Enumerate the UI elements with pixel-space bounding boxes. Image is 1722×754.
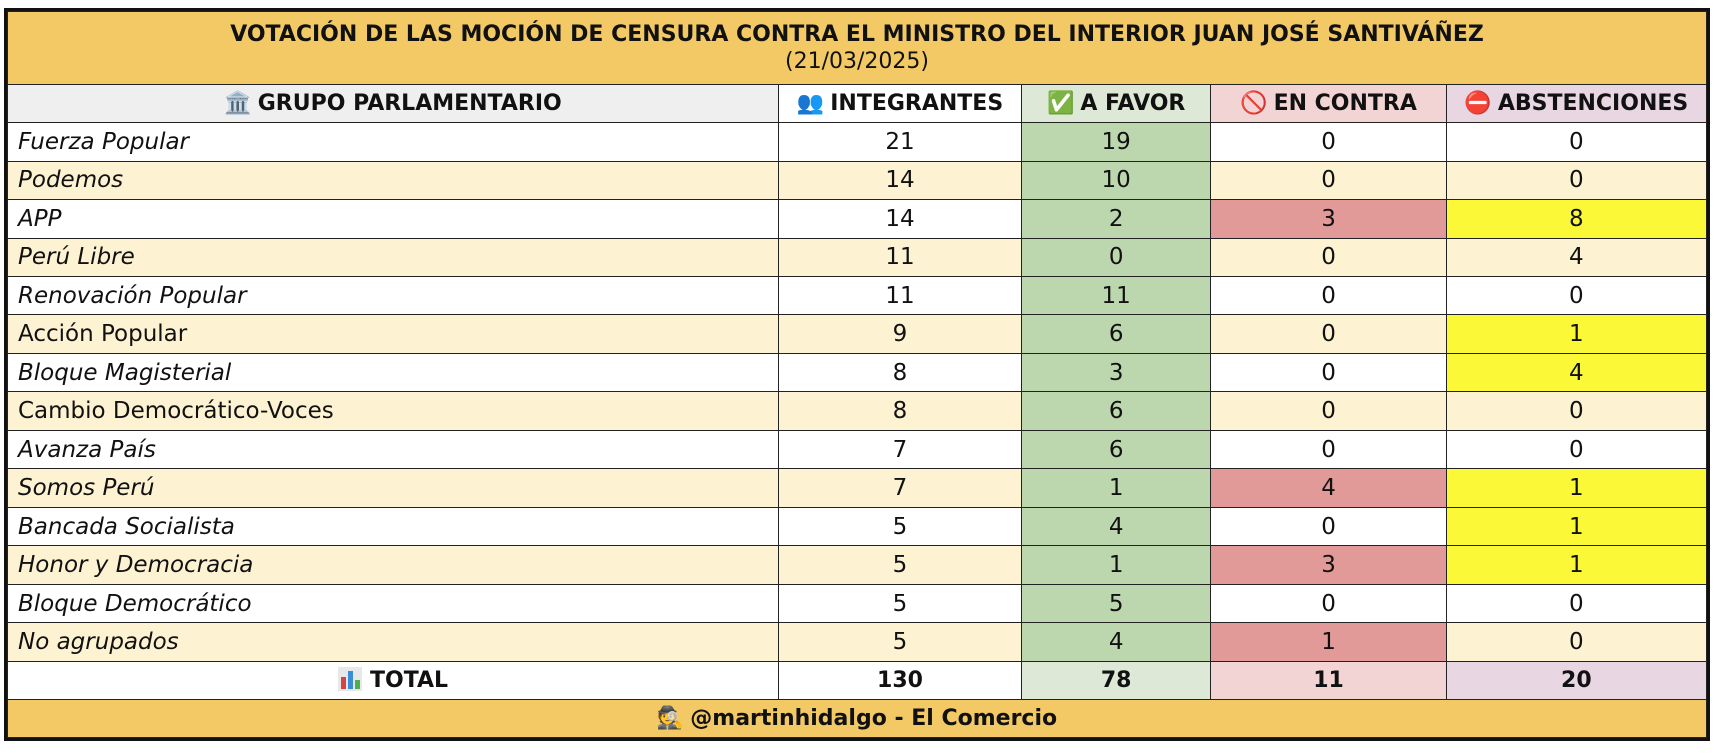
group-name: Renovación Popular	[8, 277, 779, 315]
favor-value: 1	[1021, 546, 1211, 584]
integrantes-value: 5	[779, 623, 1022, 662]
integrantes-value: 9	[779, 315, 1022, 353]
favor-value: 4	[1021, 507, 1211, 545]
abstenciones-value: 4	[1446, 353, 1706, 391]
group-name: Perú Libre	[8, 238, 779, 276]
vote-table	[7, 11, 1707, 738]
contra-value: 0	[1211, 430, 1446, 468]
abstenciones-value: 4	[1446, 238, 1706, 276]
favor-value: 6	[1021, 430, 1211, 468]
total-label-cell	[8, 661, 779, 699]
abstenciones-value: 1	[1446, 469, 1706, 507]
table-date: (21/03/2025)	[785, 49, 929, 75]
contra-value: 0	[1211, 277, 1446, 315]
group-name: Fuerza Popular	[8, 123, 779, 161]
vote-table-frame	[4, 8, 1710, 741]
favor-value: 3	[1021, 353, 1211, 391]
abstenciones-value: 0	[1446, 123, 1706, 161]
integrantes-value: 8	[779, 353, 1022, 391]
integrantes-value: 14	[779, 161, 1022, 199]
group-name: Cambio Democrático-Voces	[8, 392, 779, 430]
integrantes-value: 7	[779, 430, 1022, 468]
table-row	[8, 200, 1707, 238]
contra-value: 0	[1211, 315, 1446, 353]
total-contra: 11	[1211, 661, 1446, 699]
integrantes-value: 5	[779, 507, 1022, 545]
table-row	[8, 123, 1707, 161]
contra-value: 0	[1211, 353, 1446, 391]
check-icon: ✅	[1046, 91, 1075, 117]
abstenciones-value: 0	[1446, 430, 1706, 468]
table-row	[8, 315, 1707, 353]
integrantes-value: 11	[779, 238, 1022, 276]
integrantes-value: 8	[779, 392, 1022, 430]
abstenciones-value: 0	[1446, 392, 1706, 430]
favor-value: 2	[1021, 200, 1211, 238]
total-favor: 78	[1021, 661, 1211, 699]
integrantes-value: 11	[779, 277, 1022, 315]
group-name: APP	[8, 200, 779, 238]
table-row	[8, 238, 1707, 276]
integrantes-value: 5	[779, 546, 1022, 584]
total-abstenciones: 20	[1446, 661, 1706, 699]
table-row	[8, 584, 1707, 622]
table-row	[8, 430, 1707, 468]
abstenciones-value: 1	[1446, 546, 1706, 584]
integrantes-value: 5	[779, 584, 1022, 622]
building-icon: 🏛️	[224, 91, 252, 117]
people-icon: 👥	[796, 91, 825, 117]
table-row	[8, 277, 1707, 315]
abstenciones-value: 8	[1446, 200, 1706, 238]
contra-value: 3	[1211, 200, 1446, 238]
integrantes-value: 14	[779, 200, 1022, 238]
header-grupo-label: GRUPO PARLAMENTARIO	[257, 91, 562, 117]
favor-value: 11	[1021, 277, 1211, 315]
contra-value: 1	[1211, 623, 1446, 662]
abstenciones-value: 0	[1446, 161, 1706, 199]
table-row	[8, 161, 1707, 199]
favor-value: 10	[1021, 161, 1211, 199]
abstenciones-value: 1	[1446, 315, 1706, 353]
abstenciones-value: 0	[1446, 623, 1706, 662]
table-row	[8, 469, 1707, 507]
bar-chart-icon	[338, 667, 362, 691]
table-body	[8, 123, 1707, 662]
abstenciones-value: 0	[1446, 584, 1706, 622]
header-row	[8, 85, 1707, 123]
contra-value: 0	[1211, 123, 1446, 161]
table-row	[8, 353, 1707, 391]
total-row	[8, 661, 1707, 699]
group-name: Podemos	[8, 161, 779, 199]
footer-row	[8, 699, 1707, 737]
integrantes-value: 7	[779, 469, 1022, 507]
abstenciones-value: 1	[1446, 507, 1706, 545]
header-abstenciones	[1446, 85, 1706, 123]
integrantes-value: 21	[779, 123, 1022, 161]
contra-value: 0	[1211, 392, 1446, 430]
total-label: TOTAL	[370, 668, 449, 694]
table-row	[8, 507, 1707, 545]
no-entry-icon: ⛔	[1464, 91, 1492, 117]
contra-value: 0	[1211, 161, 1446, 199]
favor-value: 4	[1021, 623, 1211, 662]
contra-value: 3	[1211, 546, 1446, 584]
favor-value: 1	[1021, 469, 1211, 507]
header-abstenciones-label: ABSTENCIONES	[1497, 91, 1689, 117]
group-name: Bancada Socialista	[8, 507, 779, 545]
footer-cell	[8, 699, 1707, 737]
detective-icon: 🕵️	[656, 705, 685, 731]
prohibited-icon: 🚫	[1240, 91, 1268, 117]
contra-value: 0	[1211, 584, 1446, 622]
group-name: Acción Popular	[8, 315, 779, 353]
favor-value: 19	[1021, 123, 1211, 161]
favor-value: 6	[1021, 315, 1211, 353]
group-name: Avanza País	[8, 430, 779, 468]
group-name: Honor y Democracia	[8, 546, 779, 584]
favor-value: 6	[1021, 392, 1211, 430]
table-row	[8, 546, 1707, 584]
table-row	[8, 623, 1707, 662]
header-integrantes-label: INTEGRANTES	[830, 91, 1004, 117]
table-title: VOTACIÓN DE LAS MOCIÓN DE CENSURA CONTRA EL MINISTRO DEL INTERIOR JUAN JOSÉ SANTIVÁÑEZ	[230, 22, 1484, 48]
header-contra	[1211, 85, 1446, 123]
title-row	[8, 12, 1707, 85]
table-row	[8, 392, 1707, 430]
header-favor	[1021, 85, 1211, 123]
group-name: Bloque Democrático	[8, 584, 779, 622]
contra-value: 4	[1211, 469, 1446, 507]
header-favor-label: A FAVOR	[1080, 91, 1186, 117]
group-name: No agrupados	[8, 623, 779, 662]
contra-value: 0	[1211, 507, 1446, 545]
header-grupo	[8, 85, 779, 123]
abstenciones-value: 0	[1446, 277, 1706, 315]
favor-value: 0	[1021, 238, 1211, 276]
header-contra-label: EN CONTRA	[1273, 91, 1417, 117]
group-name: Bloque Magisterial	[8, 353, 779, 391]
title-cell	[8, 12, 1707, 85]
favor-value: 5	[1021, 584, 1211, 622]
header-integrantes	[779, 85, 1022, 123]
group-name: Somos Perú	[8, 469, 779, 507]
footer-credit: @martinhidalgo - El Comercio	[690, 705, 1058, 731]
contra-value: 0	[1211, 238, 1446, 276]
total-integrantes: 130	[779, 661, 1022, 699]
